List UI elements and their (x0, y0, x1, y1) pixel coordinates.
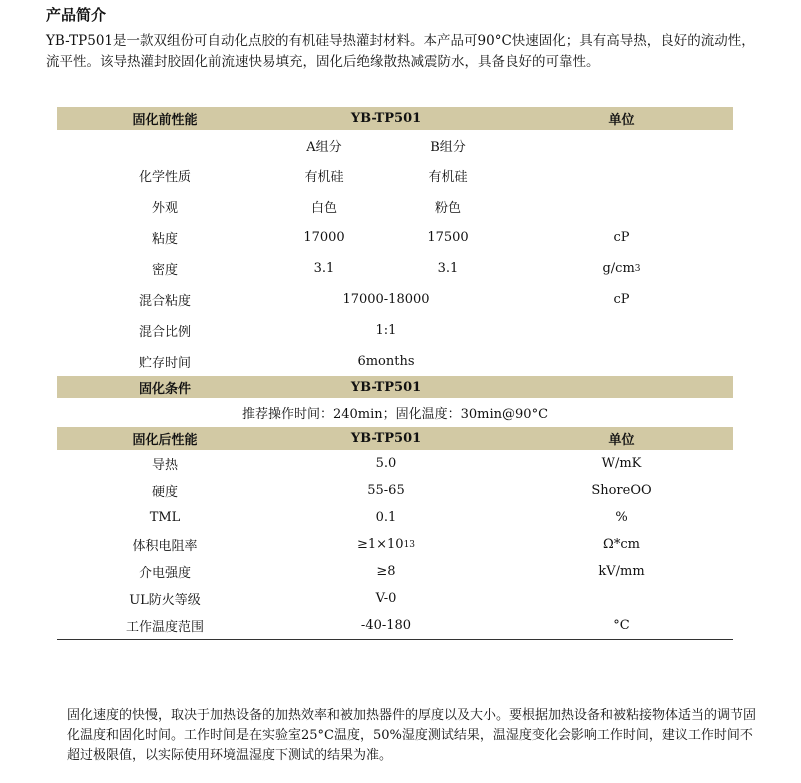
row-unit: kV/mm (598, 564, 645, 579)
row-label: 混合比例 (138, 325, 191, 340)
row-unit: cP (613, 292, 630, 307)
product-intro-text: YB-TP501是一款双组份可自动化点胶的有机硅导热灌封材料。本产品可90°C快速固化；具有高导热，良好的流动性，流平性。该导热灌封胶固化前流速快易填充，固化后绝缘散热减震防水，具备良好的可靠性。 (46, 33, 755, 70)
row-value: 55-65 (367, 483, 405, 498)
row-label: 外观 (151, 201, 178, 216)
post-cure-header (57, 427, 733, 450)
row-label: 密度 (151, 263, 178, 278)
table-row (57, 284, 733, 315)
row-label: 体积电阻率 (132, 539, 198, 554)
row-unit: °C (613, 618, 630, 633)
row-label: 导热 (151, 458, 178, 473)
row-value: 17000-18000 (342, 292, 430, 307)
table-row (57, 558, 733, 585)
cure-header-model: YB-TP501 (350, 379, 422, 395)
row-label: 工作温度范围 (125, 620, 204, 635)
pre-cure-header-label: 固化前性能 (132, 113, 198, 128)
row-value-a: 白色 (310, 201, 337, 216)
post-cure-header-unit: 单位 (608, 433, 635, 448)
row-label: 硬度 (151, 485, 178, 500)
row-value-a: 有机硅 (304, 170, 344, 185)
row-unit: Ω*cm (603, 537, 640, 552)
row-unit: g/cm 3 (602, 261, 641, 276)
row-value: 5.0 (375, 456, 397, 471)
table-row (57, 450, 733, 477)
row-value-b: 粉色 (434, 201, 461, 216)
unit-text: g/cm (602, 261, 635, 276)
post-cure-header-label: 固化后性能 (132, 433, 198, 448)
row-value-a: 17000 (303, 230, 345, 245)
row-value: ≥8 (376, 564, 396, 579)
row-label: 粘度 (151, 232, 178, 247)
component-b-label: B组分 (430, 139, 466, 155)
row-value: -40-180 (360, 618, 412, 633)
table-row (57, 160, 733, 191)
curing-note: 固化速度的快慢，取决于加热设备的加热效率和被加热器件的厚度以及大小。要根据加热设备和被粘接物体适当的调节固化温度和固化时间。工作时间是在实验室25°C温度，50%湿度测试结果，温湿度变化会影响工作时间，建议工作时间不超过极限值，以实际使用环境温湿度下测试的结果为准。 (67, 708, 757, 763)
row-label: 化学性质 (138, 170, 191, 185)
row-value: V-0 (375, 591, 397, 606)
table-row (57, 477, 733, 504)
component-subheader (57, 130, 733, 160)
table-row (57, 504, 733, 531)
cure-header-label: 固化条件 (138, 381, 191, 397)
cure-conditions-row (57, 398, 733, 427)
table-row (57, 191, 733, 222)
table-row (57, 585, 733, 612)
row-value: 6months (357, 353, 415, 369)
pre-cure-header (57, 107, 733, 130)
row-value: 1:1 (375, 323, 397, 338)
value-text: ≥1×10 (356, 537, 404, 552)
row-value-a: 3.1 (313, 261, 335, 276)
row-value: 0.1 (375, 510, 397, 525)
table-row (57, 531, 733, 558)
row-unit: W/mK (601, 456, 642, 471)
row-label: 贮存时间 (138, 355, 191, 371)
row-label: 混合粘度 (138, 294, 191, 309)
pre-cure-header-unit: 单位 (608, 113, 635, 128)
post-cure-header-model: YB-TP501 (350, 431, 422, 446)
row-value-b: 有机硅 (428, 170, 468, 185)
product-intro-title: 产品简介 (46, 6, 107, 24)
spec-table (57, 107, 733, 640)
table-row (57, 612, 733, 640)
table-row (57, 222, 733, 253)
pre-cure-header-model: YB-TP501 (350, 111, 422, 126)
row-label: TML (149, 510, 181, 525)
row-value-b: 3.1 (437, 261, 459, 276)
row-value: ≥1×10 13 (356, 537, 416, 552)
component-a-label: A组分 (306, 139, 342, 155)
row-unit: % (615, 510, 628, 525)
row-unit: ShoreOO (591, 483, 652, 498)
table-row (57, 346, 733, 376)
cure-conditions-header (57, 376, 733, 398)
row-unit: cP (613, 230, 630, 245)
row-label: 介电强度 (138, 566, 191, 581)
row-value-b: 17500 (427, 230, 469, 245)
cure-conditions-text: 推荐操作时间：240min；固化温度：30min@90°C (241, 407, 549, 422)
table-row (57, 315, 733, 346)
row-label: UL防火等级 (129, 593, 201, 608)
table-row (57, 253, 733, 284)
